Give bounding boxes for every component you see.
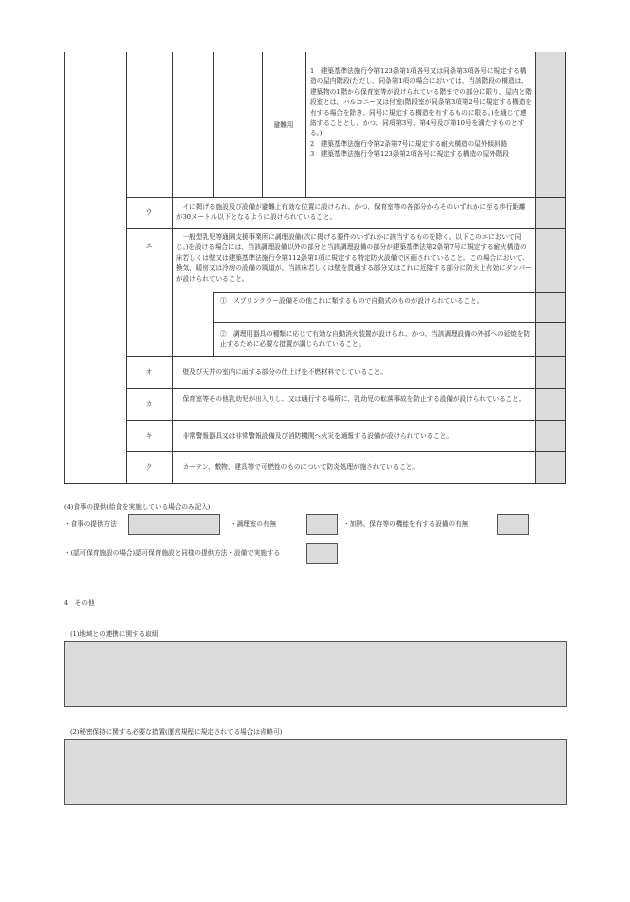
- row-ki-text: 非常警報器具又は非常警報設備及び消防機関へ火災を通報する設備が設けられていること。: [176, 432, 453, 440]
- community-label: (1)地域との連携に関する取組: [70, 630, 159, 638]
- meals-section-title: (4)食事の提供(給食を実施している場合のみ記入): [64, 503, 211, 511]
- privacy-label: (2)秘密保持に関する必要な措置(運営規程に規定されてる場合は省略可): [70, 728, 283, 736]
- row-ka-label: カ: [145, 400, 153, 408]
- meal-method-field[interactable]: [128, 514, 220, 535]
- row-ka-text: 保育室等その他乳幼児が出入りし、又は通行する場所に、乳幼児の転落事故を防止する設備が設けられていること。: [176, 395, 526, 403]
- row-ki-label: キ: [145, 432, 153, 440]
- row-ku-label: ク: [145, 463, 153, 471]
- row-evacuation-text: 1 建築基準法施行令第123条第1項各号又は同条第3項各号に規定する構造の屋内階段(ただし、同条第1項の場合においては、当該階段の構造は、建築物の1階から保育室等が設けられている階までの部分に限り、屋内と階段室とは、バルコニー又は付室(階段室が同条第3項第2号に規定する構造を有する場合を除き、同号に規定する構造を有するものに限る。)を通じて連絡することとし、かつ、同項第3号、第4号及び第10号を満たすものとする。) 2 建築基準法施行令第2条第7号に規定する耐火構造の屋外傾斜路 3 建築基準法施行令第123条第2項各号に規定する構造の屋外階段: [310, 67, 532, 159]
- kitchen-field[interactable]: [306, 514, 338, 535]
- row-e-label: エ: [145, 242, 153, 250]
- privacy-textarea[interactable]: [64, 739, 567, 805]
- heating-equipment-field[interactable]: [497, 514, 529, 535]
- heating-equipment-label: ・加熱、保存等の機能を有する設備の有無: [343, 520, 469, 528]
- row-e-sub1: ① スプリンクラー設備その他これに類するもので自動式のものが設けられていること。: [220, 297, 484, 305]
- meal-method-label: ・食事の提供方法: [64, 520, 117, 528]
- other-section-title: 4 その他: [64, 599, 95, 607]
- licensed-facility-field[interactable]: [306, 543, 338, 564]
- row-u-text: イに掲げる施設及び設備が避難上有効な位置に設けられ、かつ、保育室等の各部分からそのいずれかに至る歩行距離が30メートル以下となるように設けられていること。: [176, 203, 526, 222]
- community-textarea[interactable]: [64, 641, 567, 707]
- row-evacuation-label: 避難用: [273, 121, 294, 129]
- row-o-label: オ: [145, 368, 153, 376]
- licensed-facility-label: ・(認可保育施設の場合)認可保育施設と同様の提供方法・設備で実施する: [64, 549, 281, 557]
- row-o-text: 壁及び天井の室内に面する部分の仕上げを不燃材料でしていること。: [176, 368, 387, 376]
- kitchen-label: ・調理室の有無: [230, 520, 277, 528]
- row-e-text: 一般型乳児等通園支援事業所に調理設備(次に掲げる要件のいずれかに該当するものを除く。以下このエにおいて同じ。)を設ける場合には、当該調理設備以外の部分と当該調理設備の部分が建築基準法第2条第7号に規定する耐火構造の床若しくは壁又は建築基準法施行令第112条第1項に規定する特定防火設備で区画されていること。この場合において、換気、暖房又は冷房の設備の風道が、当該床若しくは壁を貫通する部分又はこれに近接する部分に防火上有効にダンパーが設けられていること。: [176, 233, 532, 283]
- row-ku-text: カーテン、敷物、建具等で可燃性のものについて防炎処理が施されていること。: [176, 463, 419, 471]
- row-e-sub2: ② 調理用器具の種類に応じて有効な自動消火装置が設けられ、かつ、当該調理設備の外部への延焼を防止するために必要な措置が講じられていること。: [220, 330, 531, 349]
- answer-column: [535, 52, 565, 483]
- row-u-label: ウ: [145, 208, 153, 216]
